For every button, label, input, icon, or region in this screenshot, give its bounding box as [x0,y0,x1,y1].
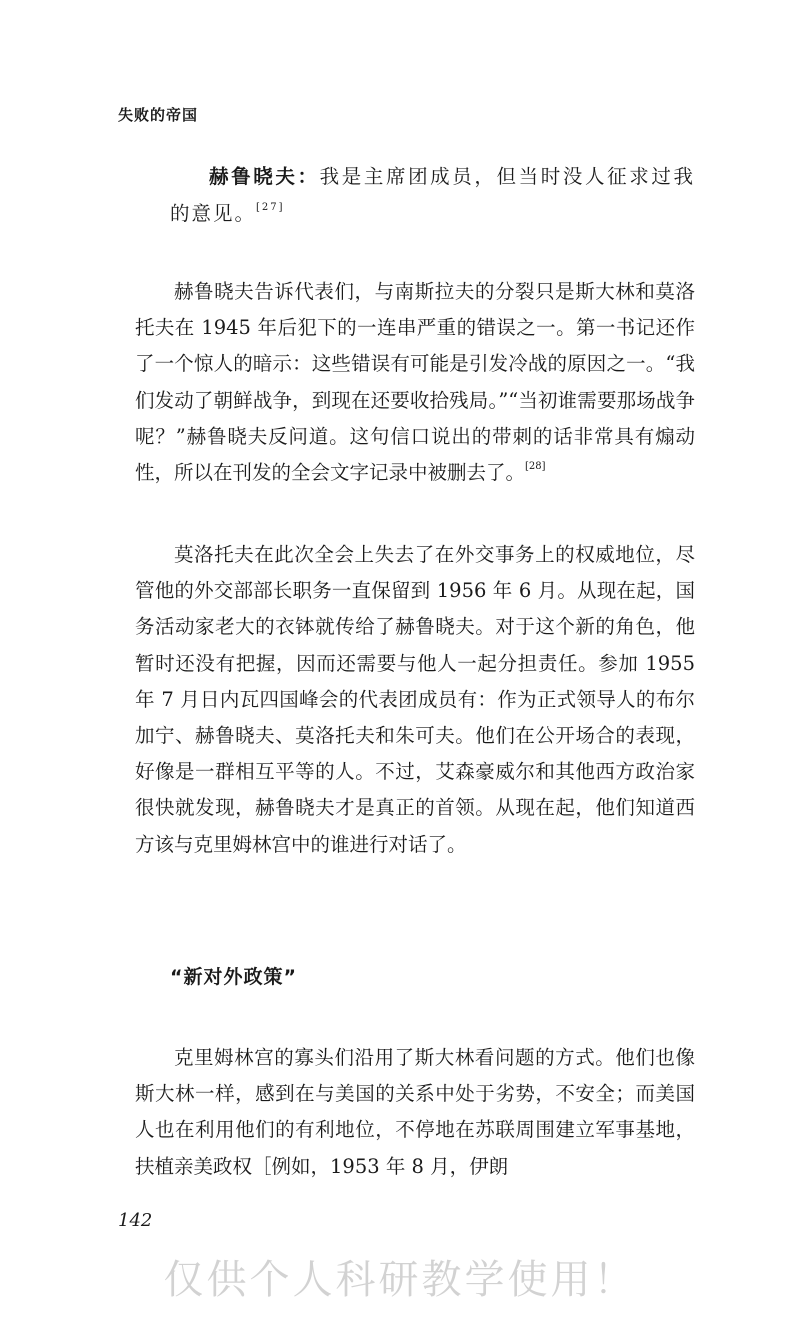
paragraph-text: 赫鲁晓夫告诉代表们，与南斯拉夫的分裂只是斯大林和莫洛托夫在 1945 年后犯下的一连串严重的错误之一。第一书记还作了一个惊人的暗示：这些错误有可能是引发冷战的原因之一。“我们发动了朝鲜战争，到现在还要收拾残局。”“当初谁需要那场战争呢？”赫鲁晓夫反问道。这句信口说出的带刺的话非常具有煽动性，所以在刊发的全会文字记录中被删去了。 [135,280,695,485]
paragraph-text: 克里姆林宫的寡头们沿用了斯大林看问题的方式。他们也像斯大林一样，感到在与美国的关系中处于劣势，不安全；而美国人也在利用他们的有利地位，不停地在苏联周围建立军事基地，扶植亲美政权［例如，1953 年 8 月，伊朗 [135,1046,695,1178]
paragraph [135,274,695,491]
quote-block [170,158,695,232]
running-head: 失败的帝国 [118,106,199,124]
section-heading: “新对外政策” [170,966,297,988]
quote-speaker: 赫鲁晓夫： [209,165,320,188]
page-number: 142 [118,1210,153,1231]
paragraph [135,537,695,863]
quote-text: 我是主席团成员，但当时没人征求过我的意见。 [170,165,695,225]
paragraph-text: 莫洛托夫在此次全会上失去了在外交事务上的权威地位，尽管他的外交部部长职务一直保留到 1956 年 6 月。从现在起，国务活动家老大的衣钵就传给了赫鲁晓夫。对于这个新的角色，他暂时还没有把握，因而还需要与他人一起分担责任。参加 1955 年 7 月日内瓦四国峰会的代表团成员有：作为正式领导人的布尔加宁、赫鲁晓夫、莫洛托夫和朱可夫。他们在公开场合的表现，好像是一群相互平等的人。不过，艾森豪威尔和其他西方政治家很快就发现，赫鲁晓夫才是真正的首领。从现在起，他们知道西方该与克里姆林宫中的谁进行对话了。 [135,543,695,856]
footnote-ref: [27] [256,202,285,213]
watermark-text: 仅供个人科研教学使用！ [163,1257,637,1303]
paragraph [135,1040,695,1185]
footnote-ref: [28] [525,461,546,473]
